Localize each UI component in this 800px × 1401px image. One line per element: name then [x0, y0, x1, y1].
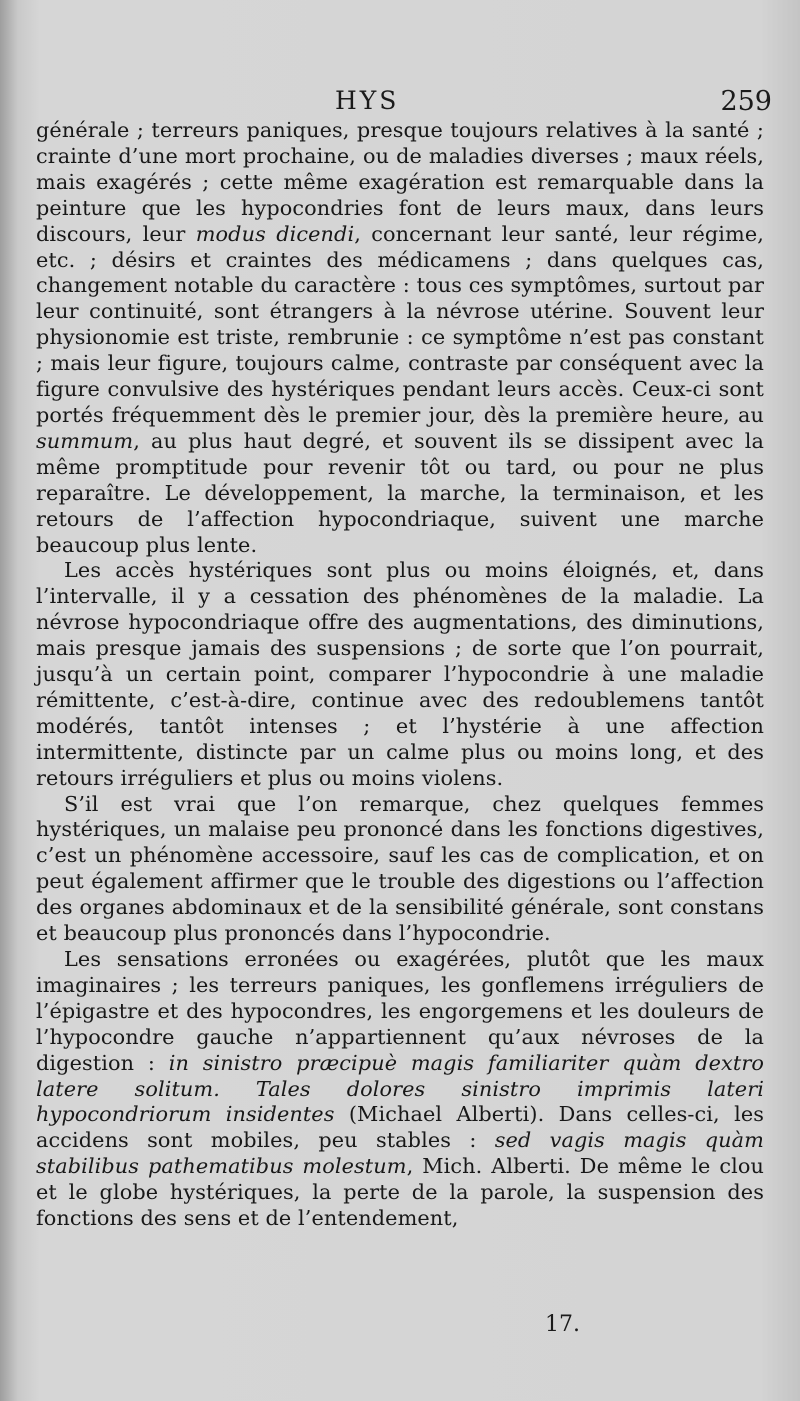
body-text — [36, 118, 764, 1232]
paragraph-3: S’il est vrai que l’on remarque, chez quelques femmes hystériques, un malaise peu prononcé dans les fonctions digestives, c’est un phénomène accessoire, sauf les cas de complication, et on peut également affirmer que le trouble des digestions ou l’affection des organes abdominaux et de la sensibilité générale, sont constans et beaucoup plus prononcés dans l’hypocondrie. — [36, 791, 764, 946]
paragraph-2: Les accès hystériques sont plus ou moins éloignés, et, dans l’intervalle, il y a cessation des phénomènes de la maladie. La névrose hypocondriaque offre des augmentations, des diminutions, mais presque jamais des suspensions ; de sorte que l’on pourrait, jusqu’à un certain point, comparer l’hypocondrie à une maladie rémittente, c’est-à-dire, continue avec des redoublemens tantôt modérés, tantôt intenses ; et l’hystérie à une affection intermittente, distincte par un calme plus ou moins long, et des retours irréguliers et plus ou moins violens. — [36, 558, 764, 790]
paragraph-1: générale ; terreurs paniques, presque toujours relatives à la santé ; crainte d’une mort prochaine, ou de maladies diverses ; maux réels, mais exagérés ; cette même exagération est remarquable dans la peinture que les hypocondries font de leurs maux, dans leurs discours, leur modus dicendi, concernant leur santé, leur régime, etc. ; désirs et craintes des médicamens ; dans quelques cas, changement notable du caractère : tous ces symptômes, surtout par leur continuité, sont étrangers à la névrose utérine. Souvent leur physionomie est triste, rembrunie : ce symptôme n’est pas constant ; mais leur figure, toujours calme, contraste par conséquent avec la figure convulsive des hystériques pendant leurs accès. Ceux-ci sont portés fréquemment dès le premier jour, dès la première heure, au summum, au plus haut degré, et souvent ils se dissipent avec la même promptitude pour revenir tôt ou tard, ou pour ne plus reparaître. Le développement, la marche, la terminaison, et les retours de l’affection hypocondriaque, suivent une marche beaucoup plus lente. — [36, 118, 764, 557]
running-head: HYS — [335, 86, 400, 115]
signature-mark: 17. — [545, 1312, 580, 1337]
paragraph-4: Les sensations erronées ou exagérées, plutôt que les maux imaginaires ; les terreurs paniques, les gonflemens irréguliers de l’épigastre et des hypocondres, les engorgemens et les douleurs de l’hypocondre gauche n’appartiennent qu’aux névroses de la digestion : in sinistro præcipuè magis familiariter quàm dextro latere solitum. Tales dolores sinistro imprimis lateri hypocondriorum insidentes (Michael Alberti). Dans celles-ci, les accidens sont mobiles, peu stables : sed vagis magis quàm stabilibus pathematibus molestum, Mich. Alberti. De même le clou et le globe hystériques, la perte de la parole, la suspension des fonctions des sens et de l’entendement, — [36, 947, 764, 1231]
page-header — [0, 86, 800, 122]
page-number: 259 — [720, 86, 772, 117]
